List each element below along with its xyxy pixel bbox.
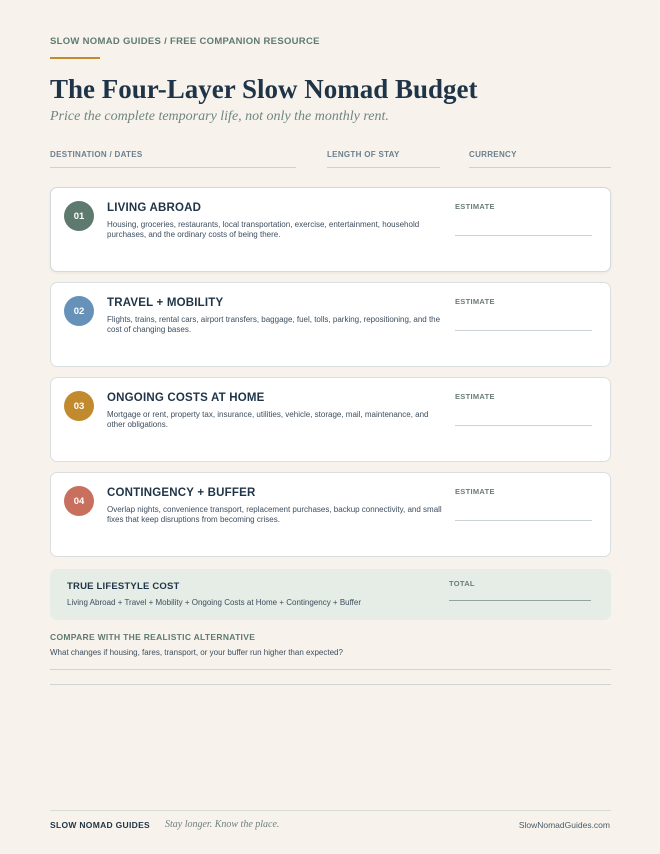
layer-title: CONTINGENCY + BUFFER (107, 487, 256, 499)
total-title: TRUE LIFESTYLE COST (67, 581, 180, 592)
layer-description: Flights, trains, rental cars, airport transfers, baggage, fuel, tolls, parking, repositioning, and the cost of changing bases. (107, 315, 441, 334)
layer-number-badge: 04 (64, 486, 94, 516)
layer-description: Overlap nights, convenience transport, replacement purchases, backup connectivity, and small fixes that keep disruptions from becoming crises. (107, 505, 442, 524)
layer-description: Housing, groceries, restaurants, local transportation, exercise, entertainment, household purchases, and the ordinary costs of being there. (107, 220, 420, 239)
estimate-input-line[interactable] (455, 235, 592, 236)
total-input-line[interactable] (449, 600, 591, 601)
layer-title: LIVING ABROAD (107, 202, 202, 214)
estimate-label: ESTIMATE (455, 392, 495, 401)
footer-brand: SLOW NOMAD GUIDES (50, 820, 151, 830)
accent-rule (50, 57, 100, 59)
layer-card-contingency-buffer (50, 472, 611, 557)
page-subtitle: Price the complete temporary life, not only the monthly rent. (50, 109, 389, 124)
field-label-length-of-stay: LENGTH OF STAY (327, 150, 400, 159)
layer-description: Mortgage or rent, property tax, insurance, utilities, vehicle, storage, mail, maintenance, and other obligations. (107, 410, 429, 429)
true-lifestyle-cost-panel (50, 569, 611, 620)
layer-number-badge: 01 (64, 201, 94, 231)
layer-title: ONGOING COSTS AT HOME (107, 392, 265, 404)
field-label-currency: CURRENCY (469, 150, 517, 159)
estimate-input-line[interactable] (455, 520, 592, 521)
total-label: TOTAL (449, 579, 475, 588)
layer-card-travel-mobility (50, 282, 611, 367)
destination-input-line[interactable] (50, 167, 296, 168)
layer-card-ongoing-costs-at-home (50, 377, 611, 462)
header-eyebrow: SLOW NOMAD GUIDES / FREE COMPANION RESOURCE (50, 36, 320, 47)
length-of-stay-input-line[interactable] (327, 167, 440, 168)
layer-number-badge: 03 (64, 391, 94, 421)
page-title: The Four-Layer Slow Nomad Budget (50, 74, 478, 104)
field-label-destination: DESTINATION / DATES (50, 150, 143, 159)
compare-question: What changes if housing, fares, transport, or your buffer run higher than expected? (50, 648, 343, 657)
footer-tagline: Stay longer. Know the place. (165, 819, 280, 830)
compare-answer-line[interactable] (50, 669, 611, 670)
layer-card-living-abroad (50, 187, 611, 272)
layer-title: TRAVEL + MOBILITY (107, 297, 224, 309)
estimate-label: ESTIMATE (455, 487, 495, 496)
footer-url-link[interactable]: SlowNomadGuides.com (518, 820, 610, 830)
footer-divider (50, 810, 611, 811)
budget-worksheet-page (50, 0, 610, 854)
layer-number-badge: 02 (64, 296, 94, 326)
estimate-input-line[interactable] (455, 425, 592, 426)
compare-answer-line[interactable] (50, 684, 611, 685)
currency-input-line[interactable] (469, 167, 611, 168)
estimate-label: ESTIMATE (455, 297, 495, 306)
total-formula: Living Abroad + Travel + Mobility + Ongoing Costs at Home + Contingency + Buffer (67, 598, 362, 607)
compare-heading: COMPARE WITH THE REALISTIC ALTERNATIVE (50, 632, 256, 642)
estimate-input-line[interactable] (455, 330, 592, 331)
estimate-label: ESTIMATE (455, 202, 495, 211)
